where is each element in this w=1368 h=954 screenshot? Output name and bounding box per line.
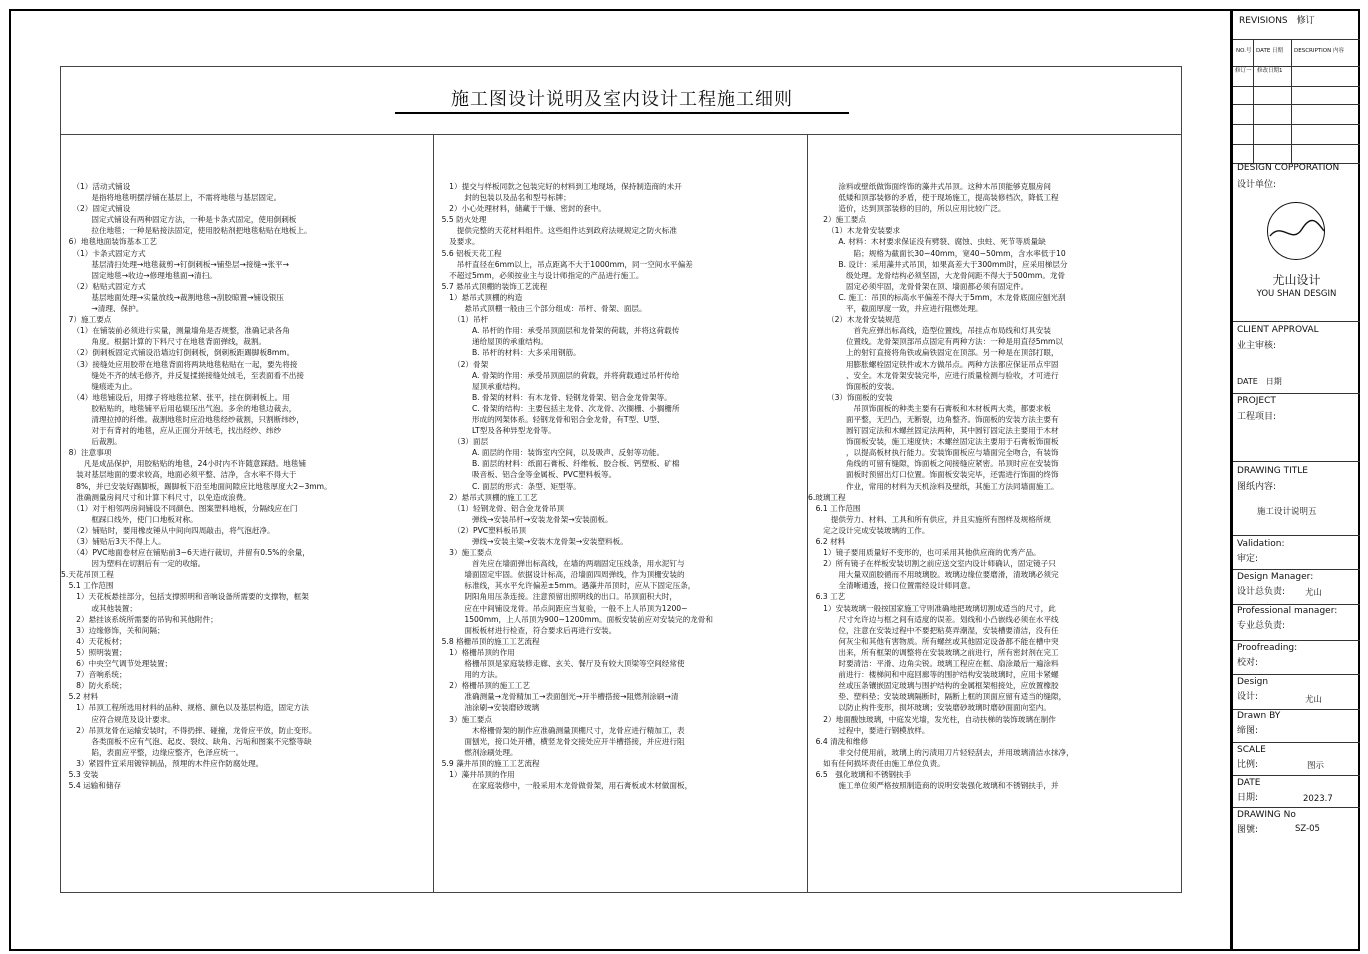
revision-row-no: 修订一 — [1235, 68, 1252, 74]
spec-line: 阴阳角用压条连接。注意预留出照明线的出口。吊顶面积大时， — [434, 592, 677, 602]
spec-line: 弹线→安装吊杆→安装龙骨架→安装面板。 — [434, 514, 613, 524]
spec-line: （4）地毯铺设后，用撑子将地毯拉紧、张平，挂在倒刺板上。用 — [61, 392, 290, 402]
spec-line: A. 面层的作用：装饰室内空间，以及吸声、反射等功能。 — [434, 448, 665, 458]
divider — [1233, 124, 1360, 125]
spec-line: 1）悬吊式顶棚的构造 — [434, 292, 523, 302]
divider — [1233, 144, 1360, 145]
design-company-cn: 设计单位: — [1237, 180, 1277, 190]
spec-line: B. 骨架的材料：有木龙骨、轻钢龙骨架、铝合金龙骨架等。 — [434, 392, 672, 402]
spec-line: 非交付使用前，玻璃上的污渍用刀片轻轻刮去，并用玻璃清洁水抹净， — [808, 747, 1074, 757]
spec-line: （2）倒刺板固定式铺设沿墙边钉倒刺板，倒刺板距踢脚板8mm。 — [61, 348, 295, 358]
spec-line: 5.9 藻井吊顶的施工工艺流程 — [434, 758, 540, 768]
spec-line: B. 设计：采用藻井式吊顶，如果高差大于300mm时，应采用梯层分 — [808, 259, 1068, 269]
spec-line: 提供劳力、材料、工具和所有供应，并且实施所有图样及规格所规 — [808, 514, 1051, 524]
scale-cn: 比例: — [1237, 760, 1259, 770]
spec-line: 用膨胀螺栓固定铁件或木方做吊点。两种方法都应保证吊点牢固 — [808, 359, 1059, 369]
date-value: 2023.7 — [1303, 794, 1333, 804]
spec-line: 施工单位须严格按照制造商的说明安装强化玻璃和不锈钢扶手，并 — [808, 781, 1059, 791]
spec-line: 吸音板、铝合金等金属板、PVC塑料板等。 — [434, 470, 617, 480]
spec-line: 凡是成品保护，用胶粘贴的地毯，24小时内不许随意踩踏。地毯铺 — [61, 459, 307, 469]
divider — [1233, 775, 1360, 776]
spec-line: 出来，所有框架的调整将在安装玻璃之前进行，所有密封剂在完工 — [808, 647, 1059, 657]
spec-line: 弹线→安装主梁→安装木龙骨架→安装塑料板。 — [434, 537, 628, 546]
spec-line: 用的方法。 — [434, 670, 503, 680]
company-name-en: YOU SHAN DESGIN — [1256, 289, 1337, 299]
spec-line: 5.7 悬吊式顶棚的装饰工艺流程 — [434, 281, 548, 291]
spec-line: 1）天花板悬挂部分，包括支撑照明和音响设备所需要的支撑物，框架 — [61, 592, 309, 602]
spec-line: 6.3 工艺 — [808, 592, 846, 602]
spec-line: 4）天花板材； — [61, 636, 127, 646]
company-name-cn: 尤山设计 — [1272, 273, 1321, 287]
spec-line: 2）施工要点 — [808, 215, 866, 225]
revision-row-desc: 修改日期1 — [1257, 68, 1283, 74]
spec-line: 5.2 材料 — [61, 692, 99, 702]
spec-line: 上的射钉直接将角铁或扁铁固定在顶部。另一种是在顶部打眼， — [808, 348, 1059, 358]
spec-line: 6.1 工作范围 — [808, 503, 861, 513]
spec-line: 8）注意事项 — [61, 448, 112, 458]
spec-line: 面平整，无凹凸，无断裂，边角整齐。饰面板的安装方法主要有 — [808, 414, 1059, 424]
spec-line: 6.玻璃工程 — [808, 492, 846, 502]
spec-line: 角线的可留有缝隙，饰面板之间接缝应紧密。吊顶时应在安装饰 — [808, 459, 1059, 469]
divider — [1233, 104, 1360, 105]
revision-col-no: NO.号 — [1236, 48, 1252, 54]
date-label: DATE — [1237, 778, 1261, 788]
scale-value: 图示 — [1307, 761, 1325, 771]
spec-line: 墙面固定牢固。依据设计标高，沿墙面四周弹线，作为顶栅安装的 — [434, 570, 685, 580]
project-label: PROJECT — [1237, 396, 1276, 406]
spec-line: 3）紧固件宜采用镀锌制品，预埋的木件应作防腐处理。 — [61, 758, 264, 768]
divider — [1233, 461, 1360, 462]
spec-line: 时要清洁：平滑、边角尖锐。玻璃工程应在框、扇涂最后一遍涂料 — [808, 659, 1059, 669]
proofreading-cn: 校对: — [1237, 658, 1259, 668]
title-band — [61, 67, 1181, 135]
spec-line: 陷，表面应平整，边缘应整齐，色泽应统一。 — [61, 747, 244, 757]
drawing-title-value: 施工设计说明五 — [1257, 507, 1317, 517]
spec-line: 框踩口线外，使门口地板对称。 — [61, 514, 198, 524]
spec-line: 拉住地毯；一种是粘接法固定，使用胶粘剂把地毯粘贴在地板上。 — [61, 226, 312, 236]
divider — [1233, 604, 1360, 605]
spec-line: 陷；规格为截面长30~40mm，宽40~50mm，含水率低于10 — [808, 248, 1066, 258]
spec-line: 1500mm，上人吊顶为900~1200mm。面板安装前应对安装完的龙骨和 — [434, 614, 713, 624]
spec-line: 2）小心处理材料，储藏于干燥、密封的套中。 — [434, 204, 606, 214]
spec-line: 固定地毯→收边→修理地毯面→清扫。 — [61, 270, 217, 280]
spec-line: （2）固定式铺设 — [61, 204, 131, 214]
revision-col-desc: DESCRIPTION 内容 — [1294, 48, 1344, 54]
professional-manager-cn: 专业总负责: — [1237, 621, 1286, 631]
spec-line: 1）格栅吊顶的作用 — [434, 647, 515, 657]
design-company-label: DESIGN COPPORATION — [1237, 163, 1340, 173]
text-column-1 — [61, 135, 434, 893]
spec-line: 5.4 运输和储存 — [61, 781, 122, 791]
spec-line: 3）施工要点 — [434, 714, 492, 724]
spec-line: 以防止构件变形，损坏玻璃；安装磨砂玻璃时磨砂面面向室内。 — [808, 703, 1051, 713]
spec-line: 丝或压条镶嵌固定玻璃与围护结构的金属框架相接处，应放置橡胶 — [808, 681, 1059, 691]
spec-line: 是指将地毯明摆浮铺在基层上，不需将地毯与基层固定。 — [61, 193, 282, 203]
divider — [1233, 640, 1360, 641]
spec-line: （2）铺贴时，要用橡皮锤从中间向四周敲击，将气泡赶净。 — [61, 525, 275, 535]
divider — [1233, 393, 1360, 394]
spec-line: →清理、保护。 — [61, 304, 144, 314]
divider — [1233, 66, 1360, 67]
spec-line: A. 吊杆的作用：承受吊顶面层和龙骨架的荷载，并将这荷载传 — [434, 326, 680, 336]
spec-line: 1）藻井吊顶的作用 — [434, 769, 515, 779]
spec-line: （1）在铺装前必须进行实量，测量墙角是否规整，准确记录各角 — [61, 326, 290, 336]
spec-line: （4）PVC地面卷材应在铺贴前3~6天进行裁切，并留有0.5%的余量， — [61, 548, 310, 558]
divider — [1233, 807, 1360, 808]
client-approval-cn: 业主审核: — [1237, 341, 1277, 351]
divider — [1233, 674, 1360, 675]
validation-label: Validation: — [1237, 539, 1285, 549]
spec-line: 级处理。龙骨结构必须坚固，大龙骨间距不得大于500mm。龙骨 — [808, 270, 1066, 280]
spec-line: （2）骨架 — [434, 359, 489, 369]
spec-line: 装对基层地面的要求较高，地面必须平整、洁净，含水率不得大于 — [61, 470, 297, 480]
drawing-no-value: SZ-05 — [1295, 824, 1320, 834]
spec-line: 8）防火系统； — [61, 681, 127, 691]
spec-line: 平，截面厚度一致，并应进行阻燃处理。 — [808, 304, 983, 314]
spec-line: 饰面板的安装。 — [808, 381, 900, 391]
spec-line: 递给屋顶的承重结构。 — [434, 337, 548, 347]
spec-line: 6.4 清洗和维修 — [808, 736, 869, 746]
drawn-by-cn: 缔图: — [1237, 726, 1259, 736]
spec-line: 2）所有镜子在样板安装切割之前应送交室内设计师确认，固定镜子只 — [808, 559, 1056, 569]
spec-line: 后裁割。 — [61, 437, 122, 447]
spec-line: 7）音响系统； — [61, 670, 127, 680]
revisions-label: REVISIONS 修订 — [1239, 16, 1315, 26]
spec-line: 5.3 安装 — [61, 769, 99, 779]
spec-line: B. 吊杆的材料：大多采用钢筋。 — [434, 348, 581, 358]
professional-manager-label: Professional manager: — [1237, 606, 1338, 616]
spec-line: 面刨光，接口处开槽，横竖龙骨交接处应开半槽搭接，并应进行阻 — [434, 736, 685, 746]
spec-line: 基层清扫处理→地毯裁剪→钉倒刺板→铺垫层→接缝→张平→ — [61, 259, 290, 269]
spec-line: LT型及各种异型龙骨等。 — [434, 426, 556, 436]
spec-line: 对于有背衬的地毯，应从正面分开绒毛，找出经纱、纬纱 — [61, 426, 282, 436]
drawing-no-label: DRAWING No — [1237, 810, 1296, 820]
spec-line: A. 材料：木材要求保证没有劈裂、腐蚀、虫蛀、死节等质量缺 — [808, 237, 1046, 247]
design-label: Design — [1237, 677, 1269, 687]
spec-line: 缝痕迹为止。 — [61, 381, 137, 391]
spec-line: C. 施工：吊顶的标高水平偏差不得大于5mm，木龙骨底面应刨光刮 — [808, 292, 1066, 302]
spec-line: 全清晰通透，接口位置需经设计师同意。 — [808, 581, 976, 591]
spec-line: 5.1 工作范围 — [61, 581, 114, 591]
spec-line: 前进行：楼梯间和中庭回廊等的围护结构安装玻璃时，应用卡紧螺 — [808, 670, 1059, 680]
spec-line: 面板时预留出灯口位置。饰面板安装完毕，还需进行饰面的终饰 — [808, 470, 1059, 480]
spec-line: C. 面层的形式：条型、矩型等。 — [434, 481, 581, 491]
divider — [1233, 86, 1360, 87]
spec-line: 位，注意在安装过程中不要把粘莫弄潮湿，安装槽要清洁，没有任 — [808, 625, 1059, 635]
drawing-sheet — [60, 66, 1182, 893]
design-manager-value: 尤山 — [1305, 588, 1323, 598]
spec-line: 缝处不齐的绒毛修齐，并反复揉搓接缝处绒毛，至表面看不出接 — [61, 370, 304, 380]
spec-line: 或其他装置； — [61, 603, 137, 613]
drawing-title-label: DRAWING TITLE — [1237, 466, 1308, 476]
spec-line: 7）施工要点 — [61, 315, 112, 325]
text-column-2 — [434, 135, 808, 893]
scale-label: SCALE — [1237, 745, 1266, 755]
company-logo — [1267, 202, 1325, 260]
spec-line: 基层地面处理→实量放线→裁割地毯→刮胶晾置→铺设银压 — [61, 292, 284, 302]
spec-line: 如有任何损坏责任由施工单位负责。 — [808, 758, 945, 768]
sheet-title: 施工图设计说明及室内设计工程施工细则 — [451, 89, 793, 110]
spec-line: 6.2 材料 — [808, 537, 846, 546]
sheet-title-underline — [395, 112, 849, 114]
spec-line: （1）吊杆 — [434, 315, 489, 325]
spec-line: （3）接缝处应用胶带在地毯背面将两块地毯粘贴在一起，要先将接 — [61, 359, 298, 369]
project-cn: 工程项目: — [1237, 412, 1277, 422]
spec-line: 屋顶承重结构。 — [434, 381, 526, 391]
spec-line: 首先应弹出标高线，造型位置线，吊挂点布局线和灯具安装 — [808, 326, 1051, 336]
design-manager-label: Design Manager: — [1237, 572, 1314, 582]
spec-line: 5.5 防火处理 — [434, 215, 487, 225]
spec-line: 2）悬挂该系统所需要的吊钩和其他附件； — [61, 614, 218, 624]
spec-line: 2）吊顶龙骨在运输安装时，不得扔摔、碰撞，龙骨应平放，防止变形。 — [61, 725, 317, 735]
spec-line: （3）面层 — [434, 437, 489, 447]
spec-line: 1）吊顶工程所选用材料的品种、规格、颜色以及基层构造，固定方法 — [61, 703, 309, 713]
spec-line: （2）PVC塑料板吊顶 — [434, 525, 527, 535]
spec-line: 位置线。龙骨架顶部吊点固定有两种方法：一种是用直径5mm以 — [808, 337, 1064, 347]
spec-line: 垫、塑料垫；安装玻璃隔断时，隔断上框的顶面应留有适当的缝隙， — [808, 692, 1067, 702]
spec-line: （1）木龙骨安装要求 — [808, 226, 901, 236]
spec-line: 吊杆直径在6mm以上，吊点距离不大于1000mm，同一空间水平偏差 — [434, 259, 693, 269]
spec-line: 1）提交与样板同款之包装完好的材料到工地现场，保持制造商的未开 — [434, 182, 682, 191]
spec-line: 木格栅骨架的制作应准确测量顶棚尺寸，龙骨应进行精加工，表 — [434, 725, 685, 735]
spec-line: 2）悬吊式顶棚的施工工艺 — [434, 492, 538, 502]
validation-cn: 审定: — [1237, 554, 1259, 564]
spec-line: 饰面板安装，施工速度快；木螺丝固定法主要用于石膏板饰面板 — [808, 437, 1059, 447]
spec-line: 封的包装以及品名和型号标牌； — [434, 193, 571, 203]
spec-line: 各类面板不应有气泡、起皮、裂纹、缺角、污垢和图案不完整等缺 — [61, 736, 312, 746]
spec-line: 5.6 铝板天花工程 — [434, 248, 502, 258]
spec-line: 涂料或壁纸做饰面终饰的藻井式吊顶。这种木吊顶能够克服房间 — [808, 182, 1051, 191]
spec-line: C. 骨架的结构：主要包括主龙骨、次龙骨、次搁栅、小搁栅所 — [434, 403, 680, 413]
divider — [1233, 742, 1360, 743]
spec-line: （3）饰面板的安装 — [808, 392, 893, 402]
divider — [1233, 321, 1360, 322]
spec-line: 悬吊式顶棚一般由三个部分组成：吊杆、骨架、面层。 — [434, 304, 647, 314]
spec-line: 首先应在墙面弹出标高线，在墙的两端固定压线条，用水泥钉与 — [434, 559, 685, 569]
spec-line: 、安全。木龙骨架安装完毕，应进行质量检测与验收，才可进行 — [808, 370, 1059, 380]
spec-line: 应在中间铺设龙骨。吊点间距应当复验，一般不上人吊顶为1200~ — [434, 603, 688, 613]
spec-line: （1）活动式铺设 — [61, 182, 131, 191]
spec-line: 何灰尘和其他有害物质。所有螺丝或其他固定设备都不能在槽中突 — [808, 636, 1059, 646]
design-value: 尤山 — [1305, 695, 1323, 705]
spec-line: 6）地毯地面装饰基本工艺 — [61, 237, 157, 247]
divider — [1233, 709, 1360, 710]
spec-line: 圆钉固定法和木螺丝固定法两种，其中圆钉固定法主要用于木材 — [808, 426, 1059, 436]
drawing-title-cn: 图纸内容: — [1237, 482, 1277, 492]
design-cn: 设计: — [1237, 692, 1259, 702]
proofreading-label: Proofreading: — [1237, 643, 1298, 653]
spec-line: 8%，并已安装好踢脚板，踢脚板下沿至地面间隙应比地毯厚度大2~3mm。 — [61, 481, 332, 491]
spec-line: 定之设计完成安装玻璃的工作。 — [808, 525, 930, 535]
divider — [1233, 535, 1360, 536]
spec-line: 准确测量房间尺寸和计算下料尺寸，以免造成浪费。 — [61, 492, 251, 502]
spec-line: 准确测量→龙骨精加工→表面刨光→开半槽搭接→阻燃剂涂刷→清 — [434, 692, 679, 702]
date-cn: 日期: — [1237, 793, 1259, 803]
spec-line: B. 面层的材料：纸面石膏板、纤维板、胶合板、钙塑板、矿棉 — [434, 459, 680, 469]
design-manager-cn: 设计总负责: — [1237, 587, 1286, 597]
spec-line: 低矮和顶部装修的矛盾，使于现场施工，提高装修档次，降低工程 — [808, 193, 1059, 203]
spec-line: 提供完整的天花材料组件。这些组件达到政府法规规定之防火标准 — [434, 226, 677, 236]
spec-line: 因为塑料在切割后有一定的收缩。 — [61, 559, 206, 569]
spec-line: 6）中央空气调节处理装置； — [61, 659, 173, 669]
spec-line: 5.8 格栅吊顶的施工工艺流程 — [434, 636, 540, 646]
spec-line: A. 骨架的作用：承受吊顶面层的荷载，并将荷载通过吊杆传给 — [434, 370, 680, 380]
spec-line: 5）照明装置； — [61, 647, 127, 657]
spec-line: 过程中，要进行钢模放样。 — [808, 725, 930, 735]
spec-line: （1）对于相邻两房间铺设不同颜色、图案塑料地板，分隔线应在门 — [61, 503, 298, 513]
spec-line: 标准线，其水平允许偏差±5mm。遇藻井吊顶时，应从下固定压条， — [434, 581, 696, 591]
spec-line: （2）木龙骨安装规范 — [808, 315, 901, 325]
spec-line: 用大量双面胶循而不用玻璃胶。玻璃边缘位要磨滑，清玻璃必须完 — [808, 570, 1059, 580]
spec-line: （3）铺贴后3天不得上人。 — [61, 537, 166, 546]
spec-line: 固定必须牢固，龙骨骨架在顶、墙面都必须有固定件。 — [808, 281, 1029, 291]
spec-line: 尺寸允许边与框之间有适度的误差。划线和小凸嵌线必须在水平线 — [808, 614, 1059, 624]
spec-line: ，以提高板材执行能力。安装饰面板应与墙面完全吻合，有装饰 — [808, 448, 1059, 458]
spec-line: 油涂刷→安装磨砂玻璃 — [434, 703, 540, 713]
spec-line: 作业，常用的材料为天机涂料及壁纸，其施工方法同墙面施工。 — [808, 481, 1059, 491]
spec-line: 在家庭装修中，一般采用木龙骨做骨架，用石膏板或木材做面板， — [434, 781, 693, 791]
drawing-no-cn: 图號: — [1237, 825, 1259, 835]
spec-line: 及要求。 — [434, 237, 480, 247]
client-approval-label: CLIENT APPROVAL — [1237, 325, 1319, 335]
spec-line: 吊顶饰面板的种类主要有石膏板和木材板两大类，都要求板 — [808, 403, 1051, 413]
spec-line: 形成的网架体系。轻钢龙骨和铝合金龙骨，有T型、U型、 — [434, 414, 665, 424]
spec-line: 造价，达到顶部装修的目的，所以应用比较广泛。 — [808, 204, 1006, 214]
divider — [1233, 569, 1360, 570]
spec-line: 面板板材进行检查，符合要求后再进行安装。 — [434, 625, 617, 635]
spec-line: 角度。根据计算的下料尺寸在地毯背面弹线，裁割。 — [61, 337, 267, 347]
spec-line: 1）镜子要用质量好不变形的，也可采用其他供应商的优秀产品。 — [808, 548, 1041, 558]
spec-line: （2）粘贴式固定方式 — [61, 281, 146, 291]
spec-line: 胶粘贴的，地毯铺平后用毡辊压出气泡。多余的地毯边裁去， — [61, 403, 297, 413]
spec-line: （1）轻钢龙骨、铝合金龙骨吊顶 — [434, 503, 565, 513]
spec-line: 格栅吊顶是家庭装修走廊、玄关、餐厅及有较大顶梁等空间经常使 — [434, 659, 685, 669]
spec-line: 不超过5mm，必须按业主与设计师指定的产品进行施工。 — [434, 270, 644, 280]
spec-line: 1）安装玻璃一般按国家施工守则准确地把玻璃切割成适当的尺寸，此 — [808, 603, 1056, 613]
title-block — [1233, 9, 1360, 951]
drawn-by-label: Drawn BY — [1237, 711, 1281, 721]
spec-line: 6.5 强化玻璃和不锈钢扶手 — [808, 769, 912, 779]
spec-line: 3）施工要点 — [434, 548, 492, 558]
spec-line: 燃剂涂刷处理。 — [434, 747, 518, 757]
spec-line: 应符合规范及设计要求。 — [61, 714, 175, 724]
spec-line: 2）格栅吊顶的施工工艺 — [434, 681, 530, 691]
spec-line: 2）地面酸蚀玻璃，中庭发光墙，发光柱，自动扶梯的装饰玻璃在制作 — [808, 714, 1056, 724]
text-column-3 — [808, 135, 1183, 893]
spec-line: 固定式铺设有两种固定方法，一种是卡条式固定，使用倒刺板 — [61, 215, 297, 225]
spec-line: 5.天花吊顶工程 — [61, 570, 114, 580]
client-date-label: DATE 日期 — [1237, 377, 1282, 386]
spec-line: 3）边缘修饰，关和间隔； — [61, 625, 165, 635]
spec-line: （1）卡条式固定方式 — [61, 248, 146, 258]
spec-line: 清理拉掉的纤维。裁割地毯时应沿地毯经纱裁割，只割断纬纱， — [61, 414, 304, 424]
revision-col-date: DATE 日期 — [1256, 48, 1284, 54]
